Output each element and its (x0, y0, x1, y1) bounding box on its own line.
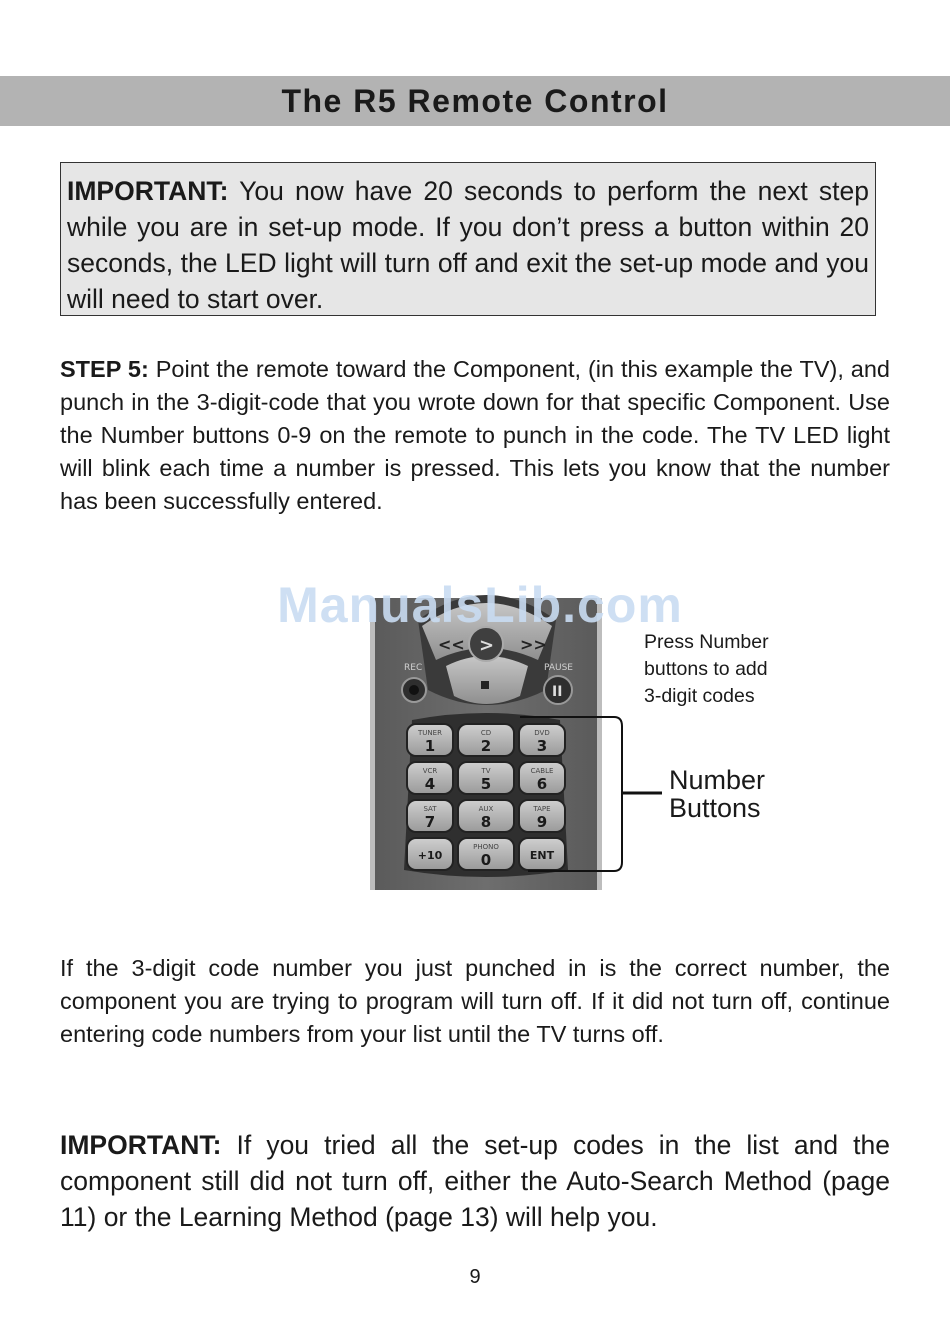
important-notice-box (60, 162, 876, 316)
keypad-key-sublabel: PHONO (473, 843, 499, 851)
page-number: 9 (469, 1266, 481, 1288)
keypad-key[interactable] (519, 724, 565, 756)
caption-number-buttons (669, 766, 869, 822)
rec-label: REC (404, 663, 423, 673)
step-5-paragraph (60, 353, 890, 518)
keypad-key-label: 1 (424, 737, 436, 755)
keypad-key-sublabel: CABLE (530, 767, 554, 775)
caption-large-line: Number (669, 765, 766, 795)
keypad-key[interactable] (519, 762, 565, 794)
keypad-key[interactable] (407, 724, 453, 756)
important-notice-2 (60, 1127, 890, 1235)
keypad-key-label: 4 (424, 775, 436, 793)
keypad-key[interactable] (458, 838, 514, 870)
caption-large-line: Buttons (669, 793, 761, 823)
keypad-key-label: 8 (480, 813, 492, 831)
important-2-text: If you tried all the set-up codes in the list and the component still did not turn off, either the Auto-Search Method (page 11) or the Learning Method (page 13) will help you. (60, 1130, 890, 1232)
keypad-key-sublabel: CD (480, 729, 492, 737)
keypad-key[interactable] (458, 762, 514, 794)
keypad-key[interactable] (519, 800, 565, 832)
keypad-key[interactable] (458, 800, 514, 832)
caption-small-line: 3-digit codes (644, 685, 755, 707)
keypad-key-sublabel: SAT (423, 805, 437, 813)
keypad-key-label: 9 (536, 813, 548, 831)
important-text: You now have 20 seconds to perform the next step while you are in set-up mode. If you don’t press a button within 20 seconds, the LED light will turn off and exit the set-up mode and you will need to start over. (67, 176, 869, 314)
svg-text:II: II (552, 684, 563, 700)
page-title: The R5 Remote Control (281, 82, 669, 119)
keypad-key-label: ENT (529, 849, 555, 862)
keypad-key[interactable] (519, 838, 565, 870)
keypad-key-sublabel: TUNER (418, 729, 442, 737)
caption-small-line: Press Number (644, 631, 769, 653)
keypad-key-label: 5 (480, 775, 492, 793)
keypad-key-sublabel: AUX (478, 805, 494, 813)
keypad-key[interactable] (407, 800, 453, 832)
caption-small-line: buttons to add (644, 658, 768, 680)
keypad-key[interactable] (407, 838, 453, 870)
keypad-key[interactable] (407, 762, 453, 794)
keypad-key-sublabel: DVD (534, 729, 550, 737)
keypad-key-sublabel: TV (481, 767, 491, 775)
step-5-label: STEP 5: (60, 356, 149, 382)
svg-text:>: > (479, 635, 495, 656)
keypad-key-label: 3 (536, 737, 548, 755)
keypad-key-label: +10 (417, 849, 443, 862)
pause-label: PAUSE (544, 663, 573, 673)
keypad-key-label: 2 (480, 737, 492, 755)
keypad-key[interactable] (458, 724, 514, 756)
important-label: IMPORTANT: (67, 176, 229, 206)
header-bar (0, 76, 950, 126)
keypad-key-label: 0 (480, 851, 492, 869)
caption-press-number (644, 629, 844, 710)
keypad-key-label: 7 (424, 813, 436, 831)
keypad-key-sublabel: VCR (422, 767, 438, 775)
result-paragraph: If the 3-digit code number you just punched in is the correct number, the component you are trying to program will turn off. If it did not turn off, continue entering code numbers from your list until the TV turns off. (60, 955, 890, 1047)
watermark: ManualsLib.com (277, 577, 683, 633)
keypad-key-sublabel: TAPE (533, 805, 551, 813)
svg-text:>>: >> (520, 635, 547, 654)
step-5-text: Point the remote toward the Component, (in this example the TV), and punch in the 3-digit-code that you wrote down for that specific Component. Use the Number buttons 0-9 on the remote to punch in the code. The TV LED light will blink each time a number is pressed. This lets you know that the number has been successfully entered. (60, 356, 890, 514)
svg-text:<<: << (438, 635, 465, 654)
important-2-label: IMPORTANT: (60, 1130, 222, 1160)
keypad-key-label: 6 (536, 775, 548, 793)
